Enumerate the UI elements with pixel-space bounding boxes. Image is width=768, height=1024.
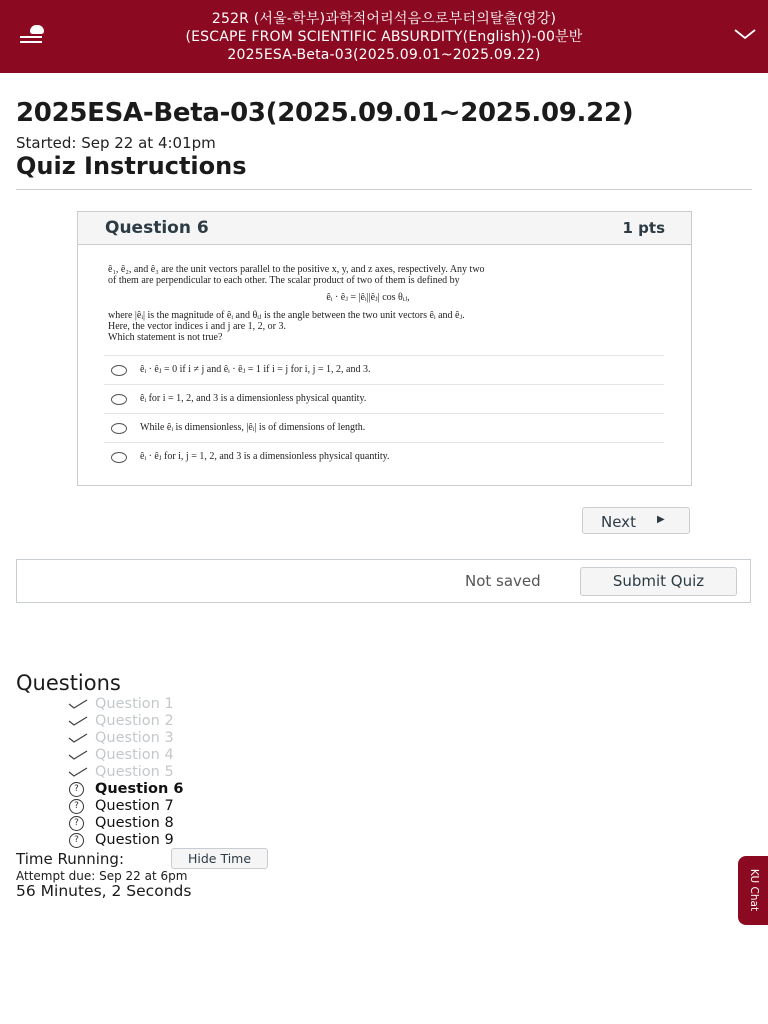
question-text-line: of them are perpendicular to each other. The scalar product of two of them is defined by [108,275,460,286]
divider [16,189,752,190]
question-header [78,212,691,245]
quiz-instructions-heading: Quiz Instructions [16,152,247,180]
question-text-line: where |êᵢ| is the magnitude of êᵢ and θᵢⱼ is the angle between the two unit vectors êᵢ and êⱼ. [108,310,465,321]
check-icon [68,748,88,762]
question-card [77,211,692,486]
radio-button[interactable] [111,452,127,463]
question-link-label: Question 8 [95,815,174,831]
question-link-label: Question 4 [95,747,174,763]
question-link-4[interactable] [68,747,268,764]
chevron-down-icon[interactable] [734,27,756,41]
questions-heading: Questions [16,671,121,695]
question-mark-icon: ? [69,782,84,797]
answer-label: êᵢ for i = 1, 2, and 3 is a dimensionless physical quantity. [140,393,367,404]
question-list [68,696,268,848]
question-link-9[interactable] [68,832,268,849]
question-link-2[interactable] [68,713,268,730]
question-link-label: Question 6 [95,781,184,797]
question-link-label: Question 2 [95,713,174,729]
question-points: 1 pts [622,219,665,237]
question-link-label: Question 1 [95,696,174,712]
question-link-label: Question 5 [95,764,174,780]
radio-button[interactable] [111,423,127,434]
answer-label: While êᵢ is dimensionless, |êᵢ| is of dimensions of length. [140,422,366,433]
question-equation: êᵢ · êⱼ = |êᵢ||êⱼ| cos θᵢⱼ, [326,292,410,303]
question-text-line: ê₁, ê₂, and ê₃ are the unit vectors parallel to the positive x, y, and z axes, respectively. Any two [108,264,485,275]
question-number: Question 6 [105,218,209,238]
attempt-due: Attempt due: Sep 22 at 6pm [16,869,188,883]
question-link-6[interactable] [68,781,268,798]
hamburger-icon[interactable] [20,25,46,45]
next-button-label: Next [601,513,636,531]
time-remaining: 56 Minutes, 2 Seconds [16,882,192,900]
next-button[interactable] [582,507,690,534]
page-title: 2025ESA-Beta-03(2025.09.01~2025.09.22) [16,98,634,128]
course-header [0,0,768,73]
started-time: Started: Sep 22 at 4:01pm [16,134,216,152]
course-title-line3: 2025ESA-Beta-03(2025.09.01~2025.09.22) [227,47,541,63]
question-link-1[interactable] [68,696,268,713]
ku-chat-label: KU Chat [748,868,760,912]
hide-time-button[interactable]: Hide Time [171,848,268,869]
submit-bar [16,559,751,603]
answer-option[interactable] [104,384,664,413]
question-link-8[interactable] [68,815,268,832]
answer-option[interactable] [104,355,664,384]
answer-option[interactable] [104,442,664,471]
answer-label: êᵢ · êⱼ = 0 if i ≠ j and êᵢ · êⱼ = 1 if i = j for i, j = 1, 2, and 3. [140,364,371,375]
check-icon [68,714,88,728]
question-link-5[interactable] [68,764,268,781]
question-link-label: Question 3 [95,730,174,746]
course-title-line2: (ESCAPE FROM SCIENTIFIC ABSURDITY(English))-00분반 [185,29,583,45]
question-mark-icon: ? [69,799,84,814]
answer-label: êᵢ · êⱼ for i, j = 1, 2, and 3 is a dimensionless physical quantity. [140,451,390,462]
check-icon [68,731,88,745]
course-title-line1: 252R (서울-학부)과학적어리석음으로부터의탈출(영강) [211,11,557,27]
question-link-label: Question 9 [95,832,174,848]
question-text [108,264,628,343]
check-icon [68,765,88,779]
check-icon [68,697,88,711]
radio-button[interactable] [111,394,127,405]
course-title [70,10,698,64]
ku-chat-tab[interactable] [738,856,768,925]
question-link-7[interactable] [68,798,268,815]
question-link-label: Question 7 [95,798,174,814]
question-prompt: Which statement is not true? [108,332,223,343]
time-running-label: Time Running: [16,850,124,868]
question-mark-icon: ? [69,833,84,848]
question-text-line: Here, the vector indices i and j are 1, 2, or 3. [108,321,286,332]
question-link-3[interactable] [68,730,268,747]
question-mark-icon: ? [69,816,84,831]
save-status: Not saved [465,572,541,590]
triangle-right-icon: ▶ [657,514,665,525]
answer-option[interactable] [104,413,664,442]
submit-quiz-button[interactable]: Submit Quiz [580,567,737,596]
radio-button[interactable] [111,365,127,376]
answer-list [104,355,664,471]
